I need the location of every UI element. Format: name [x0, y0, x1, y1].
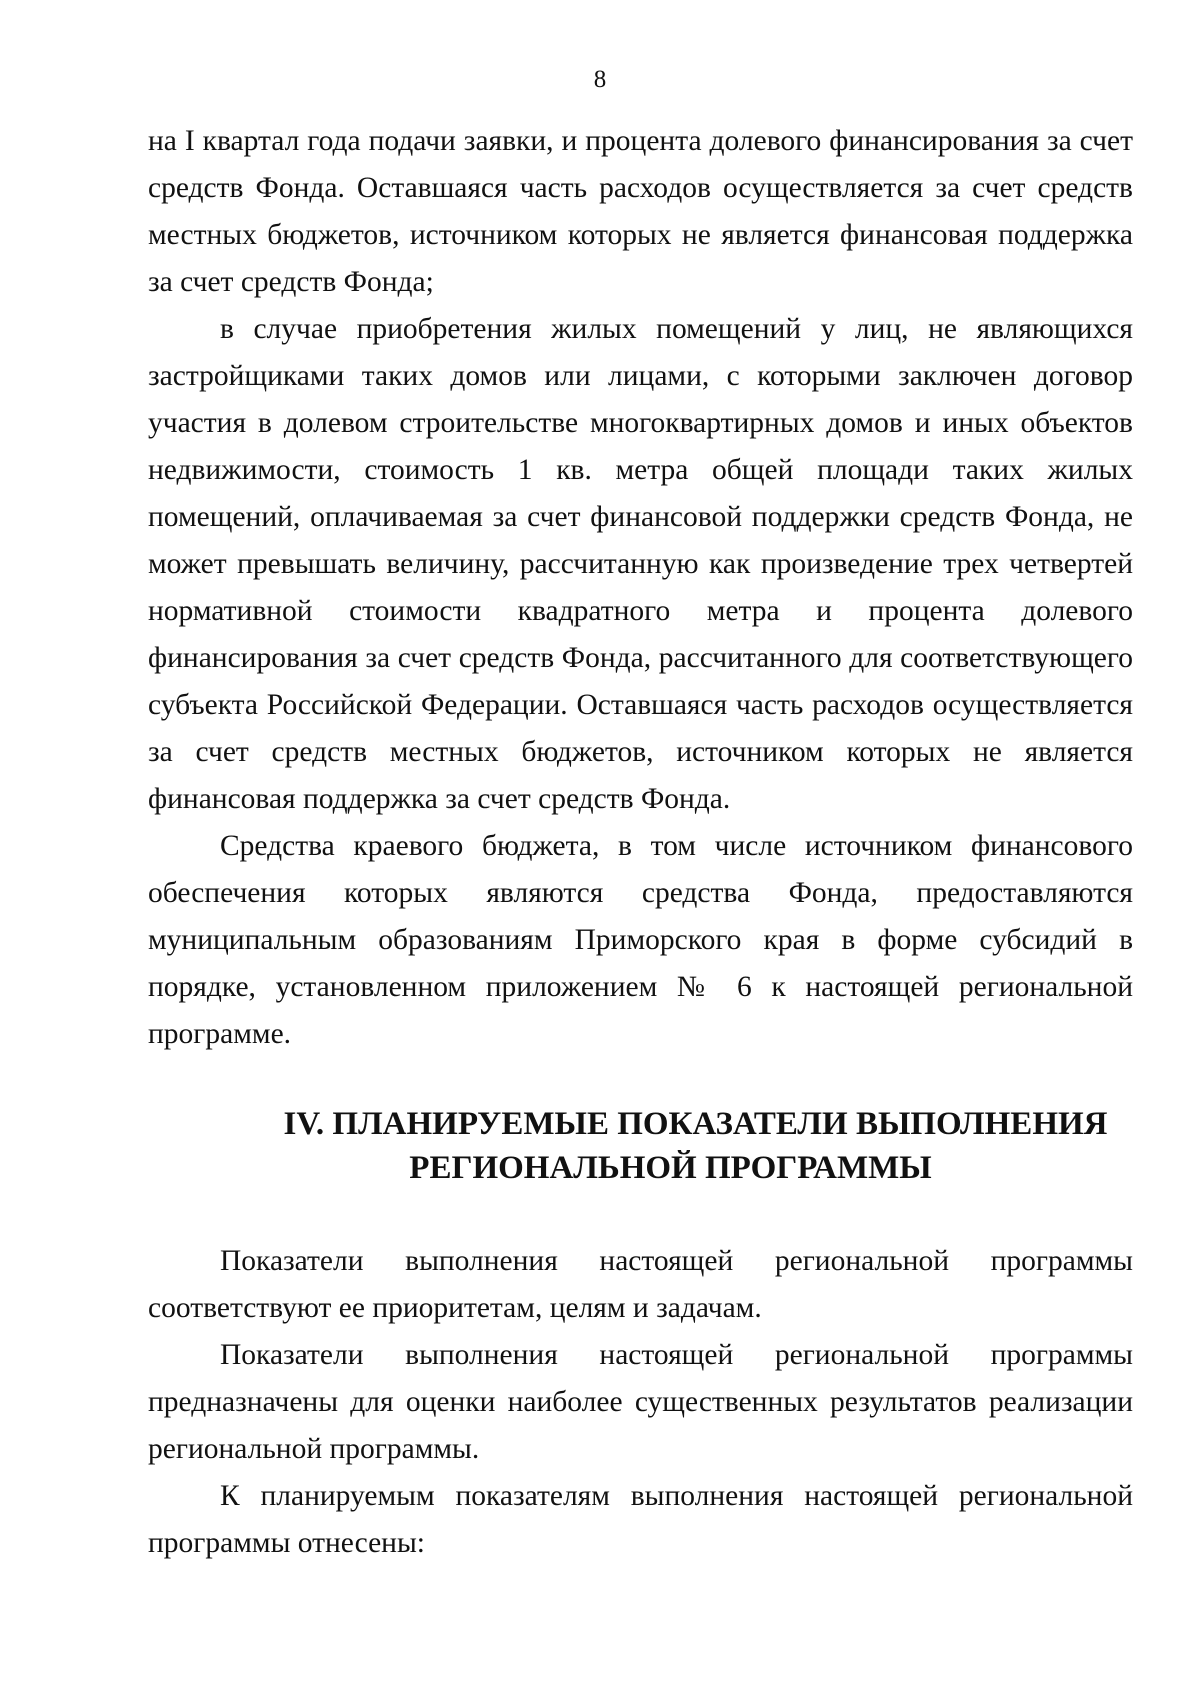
- section-heading-line-1: IV. ПЛАНИРУЕМЫЕ ПОКАЗАТЕЛИ ВЫПОЛНЕНИЯ: [283, 1106, 1108, 1142]
- paragraph-6: К планируемым показателям выполнения настоящей региональной программы отнесены:: [148, 1480, 1133, 1559]
- body-text-bottom: [148, 1238, 1133, 1567]
- paragraph-4: Показатели выполнения настоящей региональной программы соответствуют ее приоритетам, целям и задачам.: [148, 1245, 1133, 1324]
- paragraph-5: Показатели выполнения настоящей региональной программы предназначены для оценки наиболее существенных результатов реализации региональной программы.: [148, 1339, 1133, 1465]
- section-heading: [148, 1102, 1133, 1190]
- paragraph-1: на I квартал года подачи заявки, и процента долевого финансирования за счет средств Фонда. Оставшаяся часть расходов осуществляется за счет средств местных бюджетов, источником которых не является финансовая поддержка за счет средств Фонда;: [148, 125, 1133, 298]
- body-text-top: [148, 118, 1133, 1058]
- section-heading-line-2: РЕГИОНАЛЬНОЙ ПРОГРАММЫ: [409, 1150, 932, 1186]
- paragraph-2: в случае приобретения жилых помещений у лиц, не являющихся застройщиками таких домов или лицами, с которыми заключен договор участия в долевом строительстве многоквартирных домов и иных объектов недвижимости, стоимость 1 кв. метра общей площади таких жилых помещений, оплачиваемая за счет финансовой поддержки средств Фонда, не может превышать величину, рассчитанную как произведение трех четвертей нормативной стоимости квадратного метра и процента долевого финансирования за счет средств Фонда, рассчитанного для соответствующего субъекта Российской Федерации. Оставшаяся часть расходов осуществляется за счет средств местных бюджетов, источником которых не является финансовая поддержка за счет средств Фонда.: [148, 313, 1133, 815]
- paragraph-3: Средства краевого бюджета, в том числе источником финансового обеспечения которых являются средства Фонда, предоставляются муниципальным образованиям Приморского края в форме субсидий в порядке, установленном приложением № 6 к настоящей региональной программе.: [148, 830, 1133, 1050]
- page-number: 8: [593, 66, 607, 93]
